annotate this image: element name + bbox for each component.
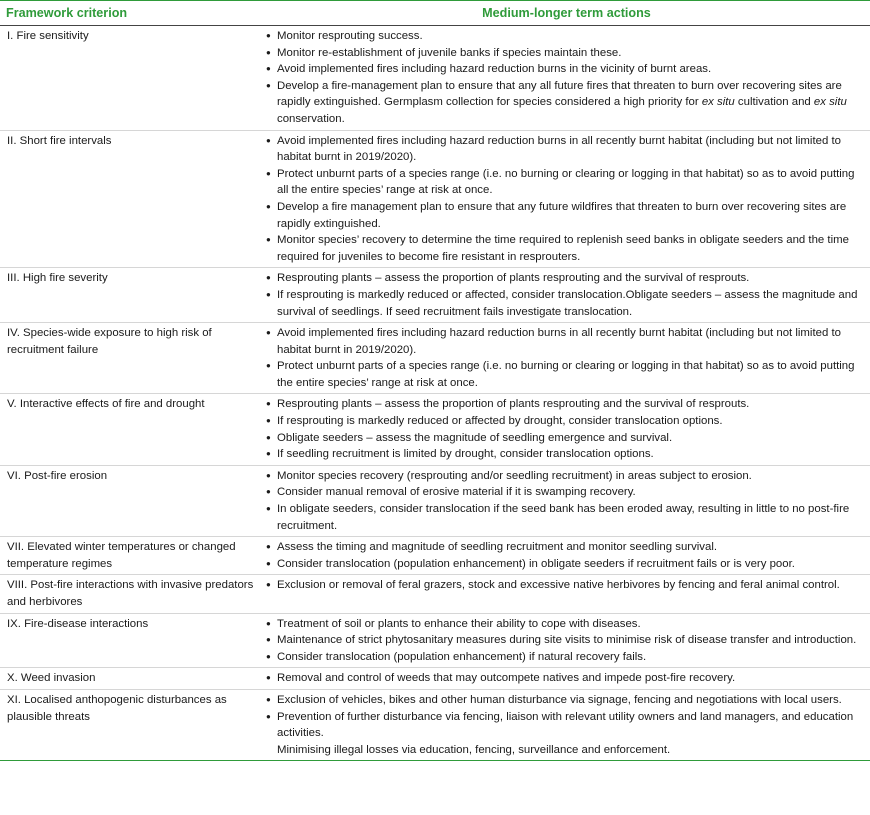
bullet-icon: ●	[266, 558, 271, 568]
action-item	[264, 649, 864, 666]
bullet-icon: ●	[266, 361, 271, 371]
action-item	[264, 692, 864, 709]
table-row	[0, 537, 870, 575]
table-row	[0, 689, 870, 760]
actions-list	[264, 133, 864, 266]
action-text: Consider translocation (population enhancement) if natural recovery fails.	[277, 650, 647, 663]
action-text: Resprouting plants – assess the proportion of plants resprouting and the survival of resprouts.	[277, 398, 750, 411]
actions-cell	[263, 575, 870, 613]
action-item	[264, 61, 864, 78]
actions-cell	[263, 323, 870, 394]
action-item	[264, 468, 864, 485]
table-row	[0, 668, 870, 690]
action-item	[264, 133, 864, 166]
action-text: Protect unburnt parts of a species range (i.e. no burning or clearing or logging in that habitat) so as to avoid putting the entire species’ range at risk at once.	[277, 360, 855, 389]
action-item	[264, 484, 864, 501]
action-text: If resprouting is markedly reduced or affected, consider translocation.Obligate seeders – assess the magnitude and survival of seedlings. If seed recruitment fails investigate translocation.	[277, 288, 858, 318]
framework-criterion-cell: V. Interactive effects of fire and drought	[0, 394, 263, 465]
action-item	[264, 28, 864, 45]
action-text: Assess the timing and magnitude of seedling recruitment and monitor seedling survival.	[277, 541, 718, 554]
action-text: If seedling recruitment is limited by drought, consider translocation options.	[277, 448, 654, 461]
action-item	[264, 446, 864, 463]
bullet-icon: ●	[266, 399, 271, 409]
bullet-icon: ●	[266, 432, 271, 442]
action-item	[264, 709, 864, 742]
bullet-icon: ●	[266, 651, 271, 661]
framework-criterion-cell: VII. Elevated winter temperatures or changed temperature regimes	[0, 537, 263, 575]
action-text: Exclusion of vehicles, bikes and other human disturbance via signage, fencing and negotiations with local users.	[277, 693, 842, 706]
action-text: Consider manual removal of erosive material if it is swamping recovery.	[277, 486, 636, 499]
action-item	[264, 325, 864, 358]
bullet-icon: ●	[266, 542, 271, 552]
action-item	[264, 232, 864, 265]
action-item	[264, 270, 864, 287]
actions-list	[264, 670, 864, 687]
framework-criterion-cell: VI. Post-fire erosion	[0, 465, 263, 536]
framework-criterion-cell: II. Short fire intervals	[0, 130, 263, 268]
framework-criterion-cell: I. Fire sensitivity	[0, 26, 263, 131]
bullet-icon: ●	[266, 168, 271, 178]
action-text: Exclusion or removal of feral grazers, stock and excessive native herbivores by fencing and feral animal control.	[277, 579, 840, 592]
actions-cell	[263, 613, 870, 668]
bullet-icon: ●	[266, 673, 271, 683]
action-text: Monitor re-establishment of juvenile banks if species maintain these.	[277, 46, 622, 59]
header-medium-longer-term-actions: Medium-longer term actions	[263, 1, 870, 26]
table-body	[0, 26, 870, 761]
bullet-icon: ●	[266, 635, 271, 645]
action-text: In obligate seeders, consider translocation if the seed bank has been eroded away, resulting in little to no post-fire recruitment.	[277, 503, 850, 532]
action-text: Monitor species recovery (resprouting and/or seedling recruitment) in areas subject to erosion.	[277, 469, 752, 482]
bullet-icon: ●	[266, 80, 271, 90]
table-header	[0, 1, 870, 26]
actions-cell	[263, 537, 870, 575]
action-text: Protect unburnt parts of a species range (i.e. no burning or clearing or logging in that habitat) so as to avoid putting all the entire species’ range at risk at once.	[277, 167, 855, 197]
action-text: Maintenance of strict phytosanitary measures during site visits to minimise risk of disease transfer and introduction.	[277, 634, 857, 647]
bullet-icon: ●	[266, 449, 271, 459]
framework-criterion-cell: III. High fire severity	[0, 268, 263, 323]
action-item	[264, 287, 864, 320]
table-row	[0, 26, 870, 131]
action-item	[264, 501, 864, 534]
action-text: Monitor resprouting success.	[277, 30, 423, 42]
bullet-icon: ●	[266, 64, 271, 74]
actions-list	[264, 270, 864, 320]
table-row	[0, 575, 870, 613]
action-item	[264, 413, 864, 430]
action-text: Avoid implemented fires including hazard reduction burns in the vicinity of burnt areas.	[277, 63, 712, 76]
action-text: Prevention of further disturbance via fencing, liaison with relevant utility owners and land managers, and education activities.	[277, 710, 854, 740]
table-row	[0, 465, 870, 536]
bullet-icon: ●	[266, 289, 271, 299]
actions-list	[264, 396, 864, 462]
action-text: If resprouting is markedly reduced or affected by drought, consider translocation options.	[277, 415, 723, 428]
actions-list	[264, 468, 864, 534]
action-text: Removal and control of weeds that may outcompete natives and impede post-fire recovery.	[277, 672, 736, 685]
actions-cell	[263, 268, 870, 323]
action-item	[264, 199, 864, 232]
table-row	[0, 613, 870, 668]
framework-criterion-cell: VIII. Post-fire interactions with invasive predators and herbivores	[0, 575, 263, 613]
actions-list	[264, 325, 864, 391]
actions-cell	[263, 668, 870, 690]
bullet-icon: ●	[266, 135, 271, 145]
action-item	[264, 616, 864, 633]
table-row	[0, 394, 870, 465]
bullet-icon: ●	[266, 487, 271, 497]
bullet-icon: ●	[266, 711, 271, 721]
action-text: Minimising illegal losses via education, fencing, surveillance and enforcement.	[277, 743, 671, 756]
action-item	[264, 358, 864, 391]
actions-cell	[263, 465, 870, 536]
action-text: Consider translocation (population enhancement) in obligate seeders if recruitment fails or is very poor.	[277, 557, 795, 570]
bullet-icon: ●	[266, 580, 271, 590]
bullet-icon: ●	[266, 47, 271, 57]
table-row	[0, 268, 870, 323]
table-row	[0, 130, 870, 268]
action-text: Develop a fire-management plan to ensure that any all future fires that threaten to burn over recovering sites are rapidly extinguished. Germplasm collection for species considered a high priority for ex situ cultivation and ex situ conservation.	[277, 79, 847, 125]
action-text: Avoid implemented fires including hazard reduction burns in all recently burnt habitat (including but not limited to habitat burnt in 2019/2020).	[277, 327, 841, 356]
header-row	[0, 1, 870, 26]
actions-cell	[263, 689, 870, 760]
bullet-icon: ●	[266, 416, 271, 426]
action-text: Treatment of soil or plants to enhance their ability to cope with diseases.	[277, 617, 641, 630]
action-item	[264, 670, 864, 687]
header-framework-criterion: Framework criterion	[0, 1, 263, 26]
bullet-icon: ●	[266, 470, 271, 480]
action-item	[264, 78, 864, 128]
actions-cell	[263, 26, 870, 131]
actions-list	[264, 692, 864, 758]
bullet-icon: ●	[266, 31, 271, 40]
action-item	[264, 577, 864, 594]
action-item	[264, 632, 864, 649]
action-item	[264, 166, 864, 199]
framework-criterion-cell: IV. Species-wide exposure to high risk of recruitment failure	[0, 323, 263, 394]
actions-list	[264, 616, 864, 666]
framework-criterion-cell: XI. Localised anthopogenic disturbances as plausible threats	[0, 689, 263, 760]
action-item	[264, 742, 864, 759]
bullet-icon: ●	[266, 201, 271, 211]
action-text: Resprouting plants – assess the proportion of plants resprouting and the survival of resprouts.	[277, 272, 750, 285]
bullet-icon: ●	[266, 694, 271, 704]
framework-criterion-cell: IX. Fire-disease interactions	[0, 613, 263, 668]
framework-criterion-cell: X. Weed invasion	[0, 668, 263, 690]
table-row	[0, 323, 870, 394]
bullet-icon: ●	[266, 328, 271, 338]
action-item	[264, 430, 864, 447]
action-text: Develop a fire management plan to ensure that any future wildfires that threaten to burn over recovering sites are rapidly extinguished.	[277, 200, 847, 230]
action-item	[264, 45, 864, 62]
action-item	[264, 539, 864, 556]
action-item	[264, 396, 864, 413]
bullet-icon: ●	[266, 235, 271, 245]
action-text: Obligate seeders – assess the magnitude of seedling emergence and survival.	[277, 431, 673, 444]
action-text: Avoid implemented fires including hazard reduction burns in all recently burnt habitat (including but not limited to habitat burnt in 2019/2020).	[277, 134, 841, 164]
action-item	[264, 556, 864, 573]
actions-list	[264, 577, 864, 594]
action-text: Monitor species’ recovery to determine the time required to replenish seed banks in obligate seeders and the time required for juveniles to become fire resistant in resprouters.	[277, 234, 849, 263]
actions-cell	[263, 394, 870, 465]
bullet-icon: ●	[266, 273, 271, 283]
actions-list	[264, 539, 864, 572]
bullet-icon: ●	[266, 618, 271, 628]
bullet-icon: ●	[266, 504, 271, 514]
actions-list	[264, 28, 864, 128]
actions-cell	[263, 130, 870, 268]
